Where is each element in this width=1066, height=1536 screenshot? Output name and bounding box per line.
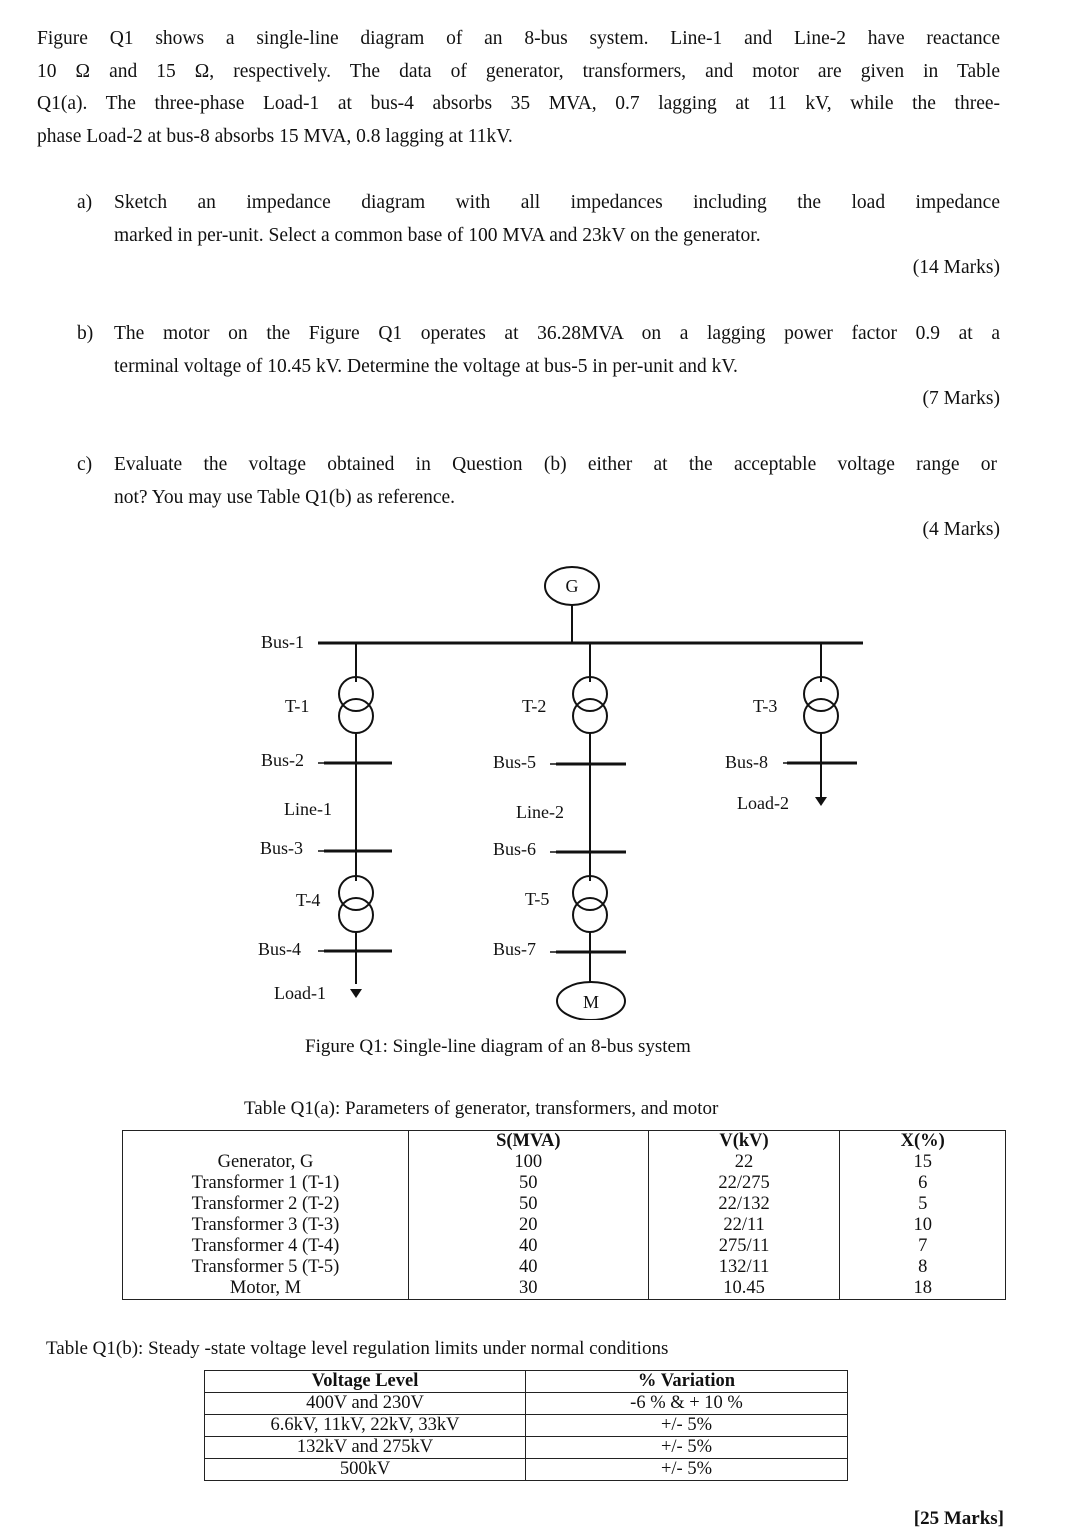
table-cell: 40 [409,1257,649,1278]
question-b-marks: (7 Marks) [922,388,1000,409]
question-a-line-2: marked in per-unit. Select a common base of 100 MVA and 23kV on the generator. [114,225,761,246]
question-b-line-2: terminal voltage of 10.45 kV. Determine the voltage at bus-5 in per-unit and kV. [114,356,738,377]
table-b-header: Voltage Level [205,1371,526,1393]
table-cell: 8 [840,1257,1006,1278]
table-a-header-row [123,1131,1006,1153]
intro-line-1: Figure Q1 shows a single-line diagram of an 8-bus system. Line-1 and Line-2 have reactance [37,28,1000,49]
question-c-marks: (4 Marks) [922,519,1000,540]
t1-winding-primary [339,677,373,711]
question-b-line-1: The motor on the Figure Q1 operates at 36.28MVA on a lagging power factor 0.9 at a [114,323,1000,344]
table-b-header-row [205,1371,848,1393]
table-cell: 40 [409,1236,649,1257]
table-row [123,1236,1006,1257]
table-a-caption: Table Q1(a): Parameters of generator, transformers, and motor [244,1098,719,1119]
motor-label: M [582,992,600,1012]
t2-winding-primary [573,677,607,711]
table-cell: +/- 5% [526,1437,848,1459]
table-cell: +/- 5% [526,1459,848,1481]
intro-line-2: 10 Ω and 15 Ω, respectively. The data of generator, transformers, and motor are given in Table [37,61,1000,82]
load-1-arrow [350,989,362,998]
table-cell: 100 [409,1152,649,1173]
load-2-label: Load-2 [737,793,789,813]
table-cell: Generator, G [123,1152,409,1173]
table-cell: 400V and 230V [205,1393,526,1415]
t2-winding-secondary [573,699,607,733]
question-c-line-1: Evaluate the voltage obtained in Question (b) either at the acceptable voltage range or [114,454,997,475]
t3-winding-primary [804,677,838,711]
table-row [123,1173,1006,1194]
table-cell: 6.6kV, 11kV, 22kV, 33kV [205,1415,526,1437]
single-line-diagram [0,550,1066,1020]
total-marks: [25 Marks] [913,1508,1004,1529]
table-b [204,1370,848,1481]
table-row [205,1393,848,1415]
table-cell: 7 [840,1236,1006,1257]
table-cell: -6 % & + 10 % [526,1393,848,1415]
table-cell: Transformer 3 (T-3) [123,1215,409,1236]
table-cell: Motor, M [123,1278,409,1300]
t3-label: T-3 [753,696,778,716]
table-cell: Transformer 4 (T-4) [123,1236,409,1257]
table-row [123,1194,1006,1215]
table-b-header: % Variation [526,1371,848,1393]
bus-6-label: Bus-6 [493,839,537,859]
table-row [123,1257,1006,1278]
load-1-label: Load-1 [274,983,326,1003]
table-b-caption: Table Q1(b): Steady -state voltage level regulation limits under normal conditions [46,1338,669,1359]
question-a-line-1: Sketch an impedance diagram with all impedances including the load impedance [114,192,1000,213]
table-cell: +/- 5% [526,1415,848,1437]
table-cell: 6 [840,1173,1006,1194]
table-row [205,1459,848,1481]
load-2-arrow [815,797,827,806]
t4-winding-primary [339,876,373,910]
table-cell: 22 [648,1152,840,1173]
intro-line-4: phase Load-2 at bus-8 absorbs 15 MVA, 0.8 lagging at 11kV. [37,126,513,147]
table-cell: Transformer 1 (T-1) [123,1173,409,1194]
table-cell: 22/132 [648,1194,840,1215]
table-cell: Transformer 2 (T-2) [123,1194,409,1215]
table-row [205,1415,848,1437]
question-c-label: c) [77,454,93,475]
table-row [205,1437,848,1459]
table-cell: Transformer 5 (T-5) [123,1257,409,1278]
figure-caption: Figure Q1: Single-line diagram of an 8-bus system [305,1036,691,1057]
table-cell: 15 [840,1152,1006,1173]
table-cell: 18 [840,1278,1006,1300]
table-row [123,1278,1006,1300]
intro-line-3: Q1(a). The three-phase Load-1 at bus-4 absorbs 35 MVA, 0.7 lagging at 11 kV, while the three- [37,93,1000,114]
table-a-header: X(%) [840,1131,1006,1153]
question-c-line-2: not? You may use Table Q1(b) as reference. [114,487,456,508]
table-a-header: V(kV) [648,1131,840,1153]
t5-winding-primary [573,876,607,910]
table-cell: 132kV and 275kV [205,1437,526,1459]
bus-1-label: Bus-1 [261,632,305,652]
table-cell: 10 [840,1215,1006,1236]
t4-winding-secondary [339,898,373,932]
line-2-label: Line-2 [516,802,564,822]
table-cell: 132/11 [648,1257,840,1278]
t1-label: T-1 [285,696,310,716]
question-a-marks: (14 Marks) [912,257,1000,278]
table-a-header: S(MVA) [409,1131,649,1153]
t4-label: T-4 [296,890,321,910]
bus-7-label: Bus-7 [493,939,537,959]
t2-label: T-2 [522,696,547,716]
t3-winding-secondary [804,699,838,733]
table-cell: 20 [409,1215,649,1236]
question-b-label: b) [77,323,94,344]
table-cell: 50 [409,1194,649,1215]
table-cell: 275/11 [648,1236,840,1257]
line-1-label: Line-1 [284,799,332,819]
bus-8-label: Bus-8 [725,752,769,772]
table-a-header [123,1131,409,1153]
generator-label: G [565,576,579,596]
table-cell: 50 [409,1173,649,1194]
table-row [123,1152,1006,1173]
t5-winding-secondary [573,898,607,932]
table-a [122,1130,1006,1300]
bus-4-label: Bus-4 [258,939,302,959]
table-cell: 22/275 [648,1173,840,1194]
t5-label: T-5 [525,889,550,909]
bus-2-label: Bus-2 [261,750,305,770]
table-cell: 30 [409,1278,649,1300]
question-a-label: a) [77,192,93,213]
table-cell: 500kV [205,1459,526,1481]
t1-winding-secondary [339,699,373,733]
bus-5-label: Bus-5 [493,752,537,772]
table-row [123,1215,1006,1236]
table-cell: 22/11 [648,1215,840,1236]
table-cell: 10.45 [648,1278,840,1300]
table-cell: 5 [840,1194,1006,1215]
bus-3-label: Bus-3 [260,838,304,858]
